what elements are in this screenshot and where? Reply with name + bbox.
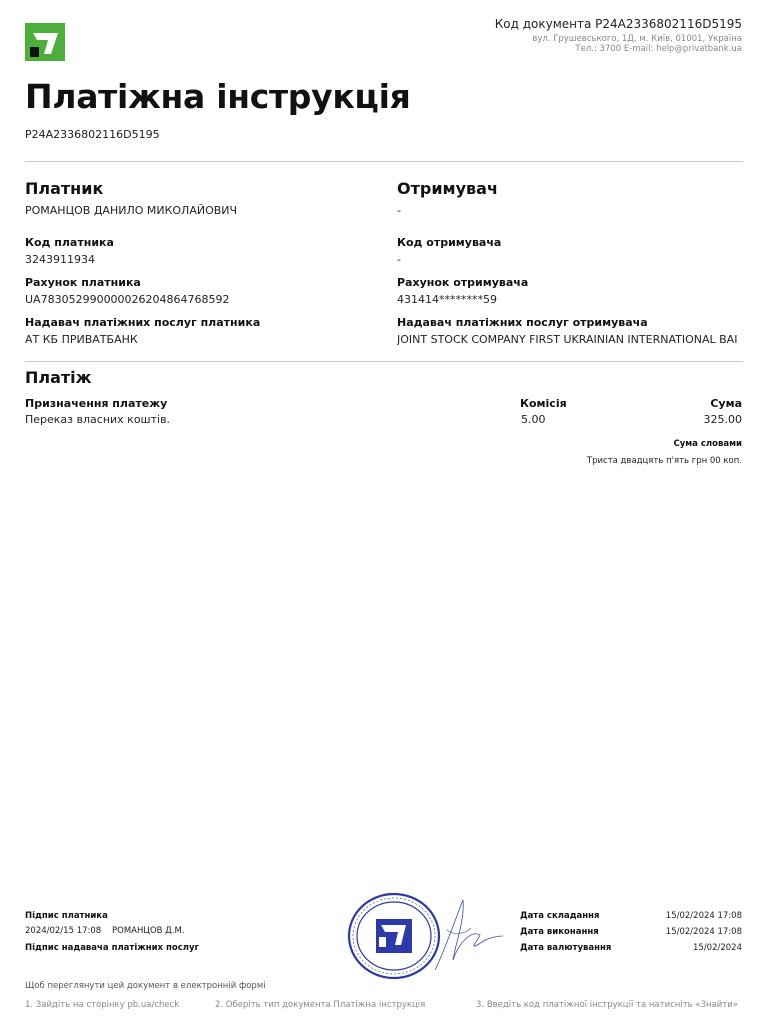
bank-address: вул. Грушевського, 1Д, м. Київ, 01001, Україна [532,34,742,44]
privatbank-logo-icon [25,23,65,61]
document-number: P24A2336802116D5195 [25,128,160,141]
executed-date: 15/02/2024 17:08 [665,927,742,937]
executed-date-label: Дата виконання [520,927,599,937]
payer-provider-label: Надавач платіжних послуг платника [25,316,261,329]
value-date-label: Дата валютування [520,943,612,953]
payer-provider: АТ КБ ПРИВАТБАНК [25,333,138,346]
value-date: 15/02/2024 [693,943,742,953]
recipient-provider-label: Надавач платіжних послуг отримувача [397,316,648,329]
recipient-name: - [397,204,401,217]
created-date-label: Дата складання [520,911,600,921]
divider [25,361,743,362]
check-step-3: 3. Введіть код платіжної інструкції та натисніть «Знайти» [476,1000,738,1010]
payer-heading: Платник [25,179,104,198]
payment-heading: Платіж [25,368,92,387]
recipient-heading: Отримувач [397,179,498,198]
document-code: Код документа P24A2336802116D5195 [494,17,742,31]
payer-code: 3243911934 [25,253,95,266]
divider [25,161,743,162]
recipient-provider: JOINT STOCK COMPANY FIRST UKRAINIAN INTERNATIONAL BAI [397,333,738,346]
bank-contacts: Тел.: 3700 E-mail: help@privatbank.ua [575,44,742,54]
recipient-account: 431414********59 [397,293,497,306]
payer-signature-date: 2024/02/15 17:08 [25,926,102,936]
payer-signature-name: РОМАНЦОВ Д.М. [112,926,185,936]
created-date: 15/02/2024 17:08 [665,911,742,921]
page-title: Платіжна інструкція [25,77,411,116]
recipient-code: - [397,253,401,266]
check-step-2: 2. Оберіть тип документа Платіжна інструкція [215,1000,426,1010]
payment-purpose-label: Призначення платежу [25,397,168,410]
payer-account: UA783052990000026204864768592 [25,293,230,306]
payer-signature-label: Підпис платника [25,911,108,921]
payer-code-label: Код платника [25,236,114,249]
payer-name: РОМАНЦОВ ДАНИЛО МИКОЛАЙОВИЧ [25,204,238,217]
payment-amount-label: Сума [710,397,742,410]
payment-fee-label: Комісія [520,397,567,410]
amount-in-words: Триста двадцять п'ять грн 00 коп. [586,456,742,466]
recipient-account-label: Рахунок отримувача [397,276,529,289]
payment-fee: 5.00 [521,413,546,426]
recipient-code-label: Код отримувача [397,236,502,249]
signature-icon [425,890,505,978]
payment-amount: 325.00 [703,413,742,426]
amount-in-words-label: Сума словами [673,439,742,449]
payer-account-label: Рахунок платника [25,276,141,289]
payment-purpose: Переказ власних коштів. [25,413,171,426]
check-step-1: 1. Зайдіть на сторінку pb.ua/check [25,1000,180,1010]
provider-signature-label: Підпис надавача платіжних послуг [25,943,199,953]
check-note: Щоб переглянути цей документ в електронній формі [25,981,266,991]
